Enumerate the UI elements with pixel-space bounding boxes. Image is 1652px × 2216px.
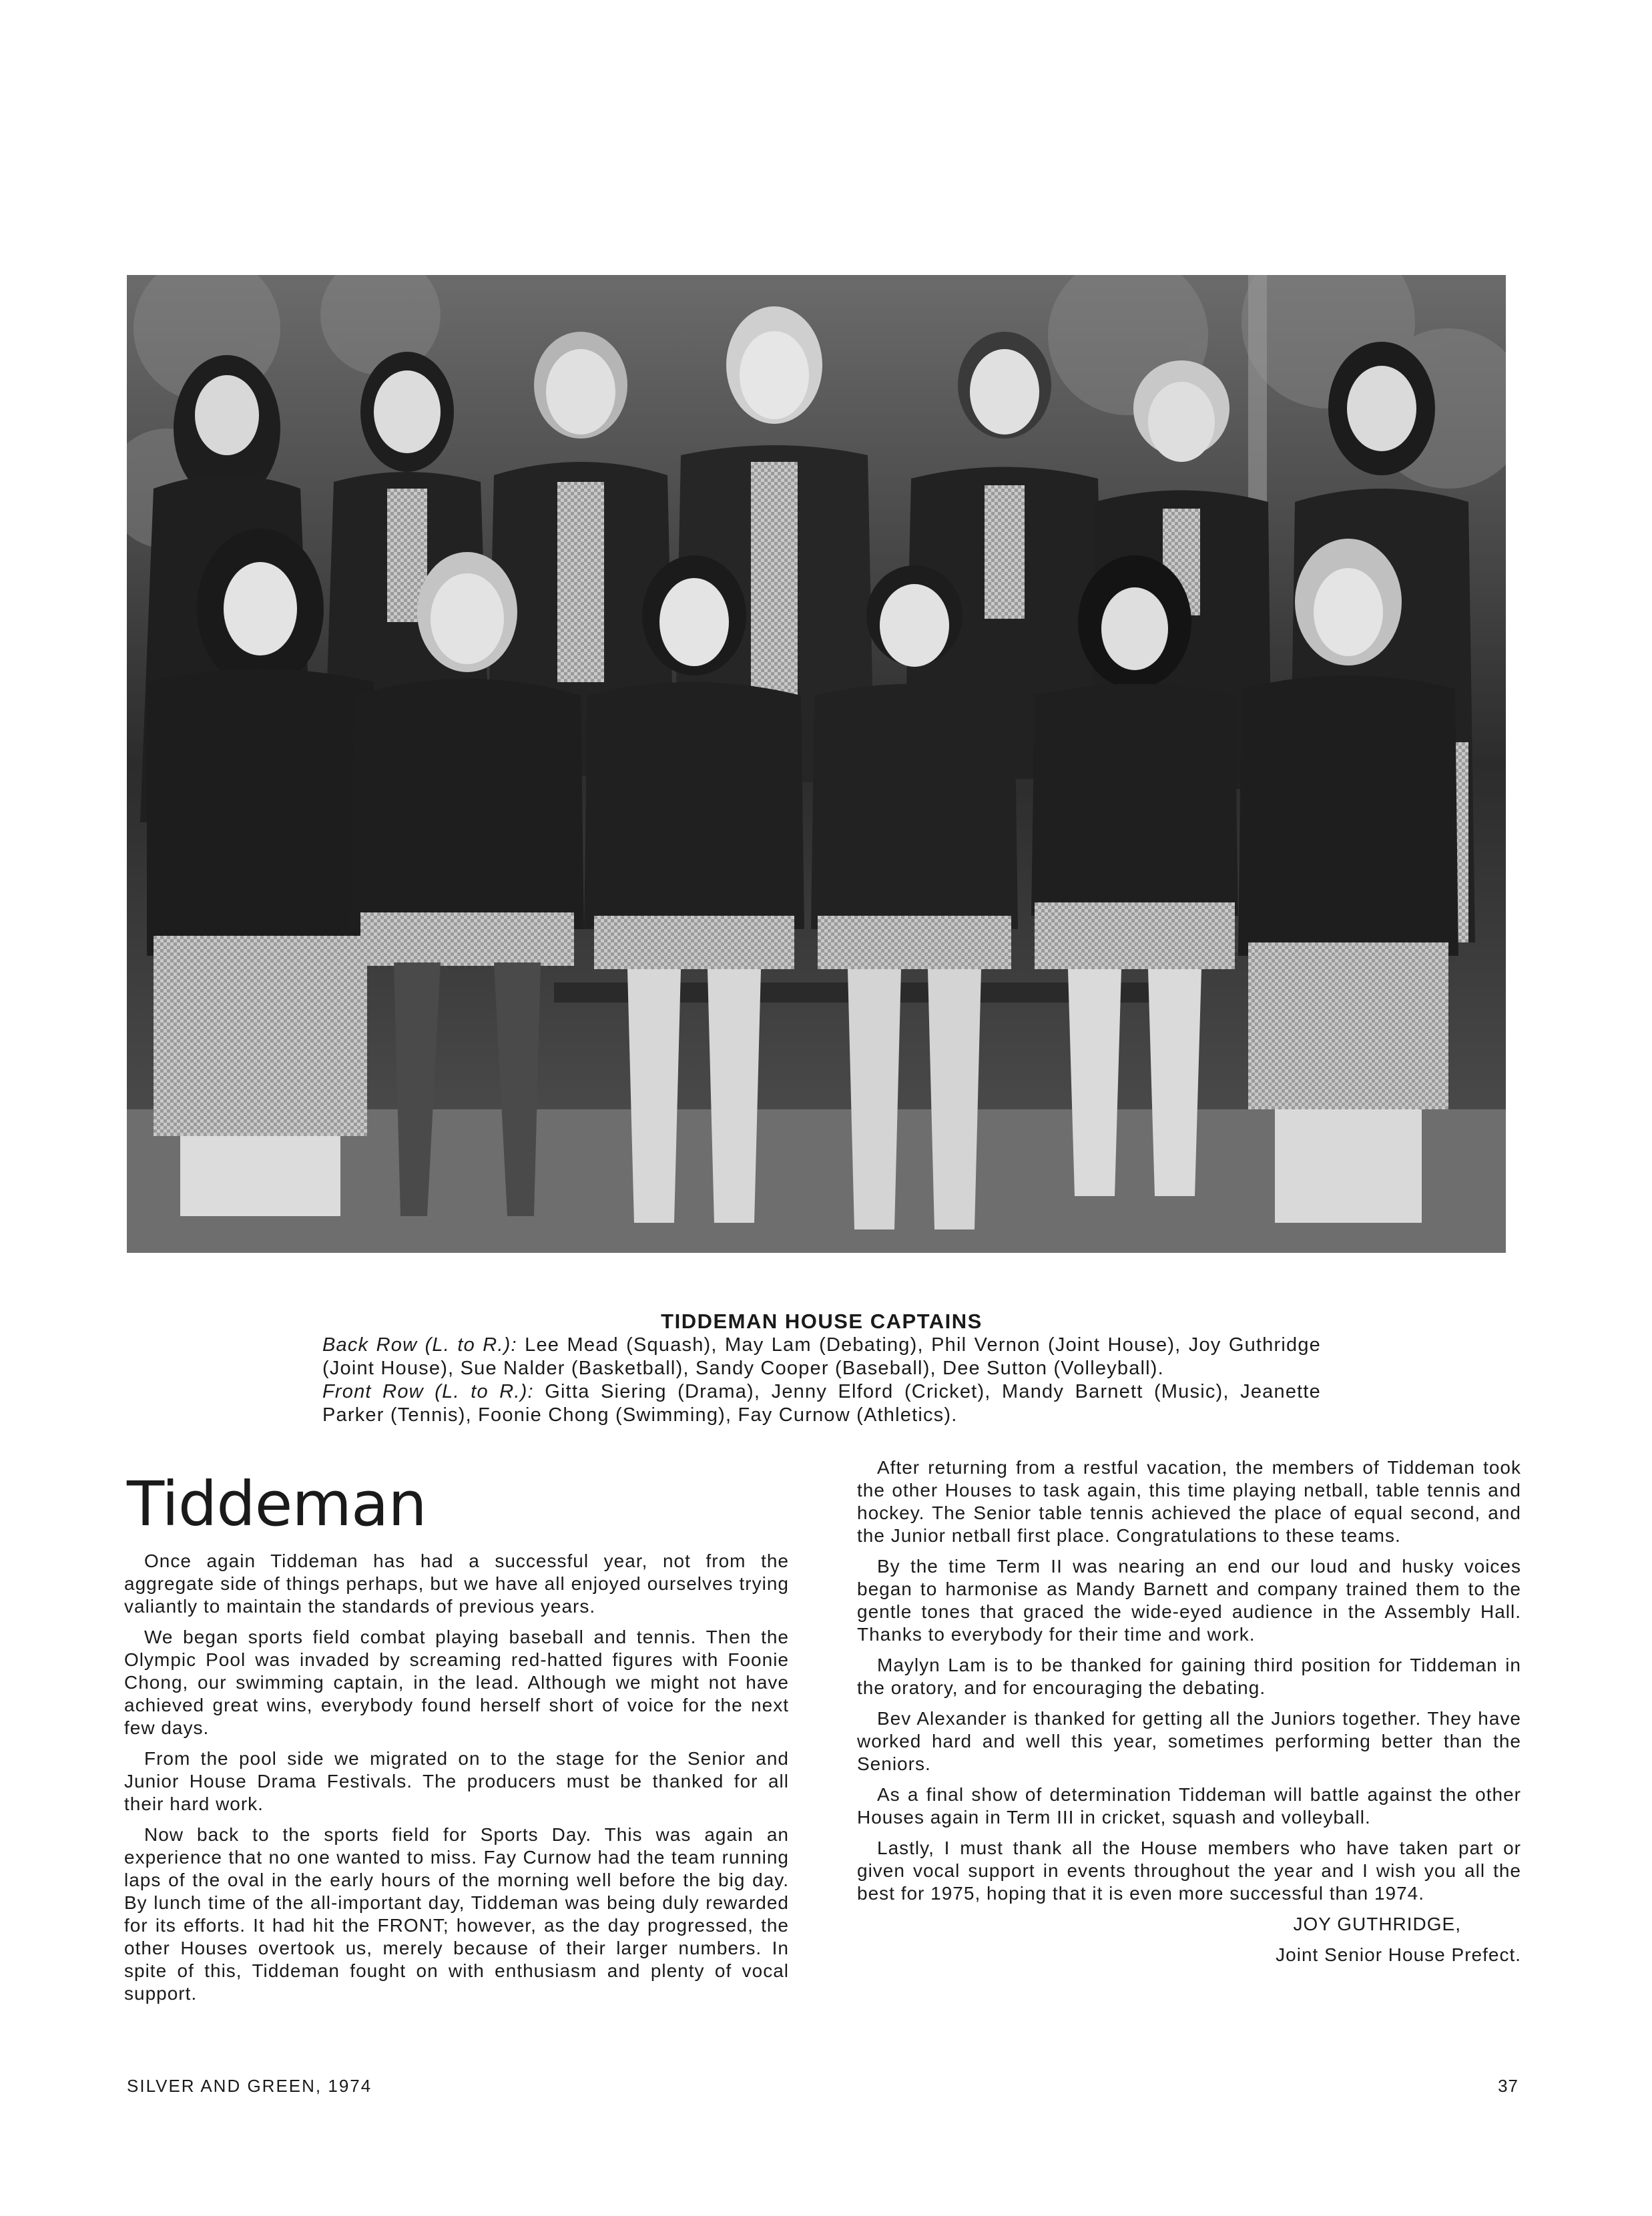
paragraph: Now back to the sports field for Sports Day. This was again an experience that no one wanted to miss. Fay Curnow had the team running laps of the oval in the early hours of the morning well before the big day. By lunch time of the all-important day, Tiddeman was being duly rewarded for its efforts. It had hit the FRONT; however, as the day progressed, the other Houses overtook us, merely because of their larger numbers. In spite of this, Tiddeman fought on with enthusiasm and plenty of vocal support. [124, 1824, 789, 2004]
paragraph: As a final show of determination Tiddeman will battle against the other Houses again in Term III in cricket, squash and volleyball. [857, 1784, 1521, 1828]
group-photo [127, 275, 1506, 1253]
paragraph: Lastly, I must thank all the House members who have taken part or given vocal support in events throughout the year and I wish you all the best for 1975, hoping that it is even more successful than 1974. [857, 1838, 1521, 1904]
caption-back-row [322, 1334, 1321, 1380]
paragraph: After returning from a restful vacation, the members of Tiddeman took the other Houses to task again, this time playing netball, table tennis and hockey. The Senior table tennis achieved the place of equal second, and the Junior netball first place. Congratulations to these teams. [857, 1457, 1521, 1546]
publication-footer: SILVER AND GREEN, 1974 [127, 2076, 372, 2096]
signature-name: JOY GUTHRIDGE, [1293, 1914, 1461, 1934]
photo-caption [322, 1310, 1321, 1427]
paragraph: From the pool side we migrated on to the stage for the Senior and Junior House Drama Festivals. The producers must be thanked for all their hard work. [124, 1748, 789, 1814]
caption-front-row-label: Front Row (L. to R.): [322, 1381, 534, 1402]
article-column-right [857, 1456, 1521, 1974]
group-photo-illustration [127, 275, 1506, 1253]
paragraph: By the time Term II was nearing an end our loud and husky voices began to harmonise as Mandy Barnett and company trained them to the gentle tones that graced the wide-eyed audience in the Assembly Hall. Thanks to everybody for their time and work. [857, 1556, 1521, 1645]
paragraph: Bev Alexander is thanked for getting all the Juniors together. They have worked hard and well this year, sometimes performing better than the Seniors. [857, 1708, 1521, 1774]
signature-title: Joint Senior House Prefect. [1276, 1944, 1521, 1965]
caption-front-row [322, 1380, 1321, 1427]
caption-front-row-names: Gitta Siering (Drama), Jenny Elford (Cricket), Mandy Barnett (Music), Jeanette Parker (Tennis), Foonie Chong (Swimming), Fay Curnow (Athletics). [322, 1381, 1321, 1426]
caption-back-row-label: Back Row (L. to R.): [322, 1334, 517, 1356]
paragraph: Maylyn Lam is to be thanked for gaining third position for Tiddeman in the oratory, and for encouraging the debating. [857, 1655, 1521, 1698]
article-column-left [124, 1550, 789, 2013]
caption-title: TIDDEMAN HOUSE CAPTAINS [661, 1310, 983, 1333]
paragraph: We began sports field combat playing baseball and tennis. Then the Olympic Pool was invaded by screaming red-hatted figures with Foonie Chong, our swimming captain, in the lead. Although we might not have achieved great wins, everybody found herself short of voice for the next few days. [124, 1627, 789, 1738]
page-number: 37 [1498, 2076, 1519, 2096]
paragraph: Once again Tiddeman has had a successful year, not from the aggregate side of things perhaps, but we have all enjoyed ourselves trying valiantly to maintain the standards of previous years. [124, 1551, 789, 1617]
caption-back-row-names: Lee Mead (Squash), May Lam (Debating), Phil Vernon (Joint House), Joy Guthridge (Joint House), Sue Nalder (Basketball), Sandy Cooper (Baseball), Dee Sutton (Volleyball). [322, 1334, 1321, 1379]
article-heading: Tiddeman [127, 1468, 427, 1540]
